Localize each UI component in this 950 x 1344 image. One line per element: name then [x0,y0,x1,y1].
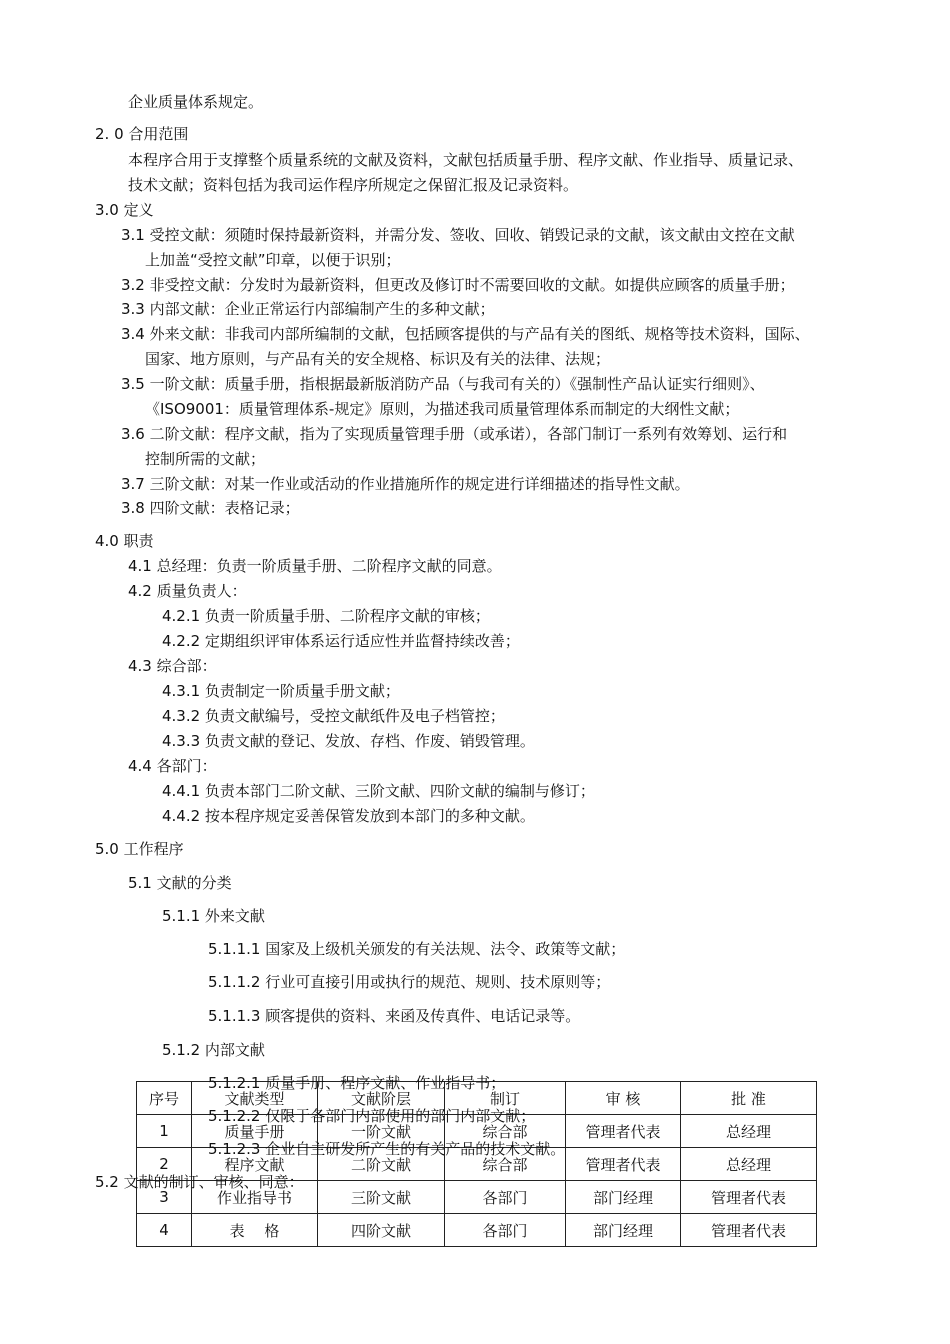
table-cell: 程序文献 [192,1148,318,1181]
section-heading: 5.0 工作程序 [95,840,184,858]
section-heading: 4.0 职责 [95,532,154,550]
definition-item: 《ISO9001：质量管理体系-规定》原则，为描述我司质量管理体系而制定的大纲性文献； [145,400,740,418]
header-cell: 制订 [445,1082,566,1115]
definition-item: 控制所需的文献； [145,450,266,468]
responsibility-subitem: 4.2.1 负责一阶质量手册、二阶程序文献的审核； [162,607,490,625]
table-cell: 各部门 [445,1214,566,1247]
list-item: 5.1.2.2 仅限于各部门内部使用的部门内部文献； [208,1107,536,1125]
list-item: 5.1.1.3 顾客提供的资料、来函及传真件、电话记录等。 [208,1007,581,1025]
definition-item: 3.6 二阶文献：程序文献，指为了实现质量管理手册（或承诺），各部门制订一系列有效筹划、运行和 [121,425,788,443]
table-cell: 一阶文献 [318,1115,445,1148]
section-heading: 3.0 定义 [95,201,154,219]
definition-item: 3.3 内部文献：企业正常运行内部编制产生的多种文献； [121,300,495,318]
table-cell: 质量手册 [192,1115,318,1148]
responsibility-subitem: 4.3.3 负责文献的登记、发放、存档、作废、销毁管理。 [162,732,535,750]
definition-item: 3.1 受控文献：须随时保持最新资料，并需分发、签收、回收、销毁记录的文献，该文献由文控在文献 [121,226,795,244]
table-cell: 部门经理 [566,1181,681,1214]
subsection-heading: 5.1.2 内部文献 [162,1041,265,1059]
header-cell: 文献阶层 [318,1082,445,1115]
definition-item: 3.5 一阶文献：质量手册，指根据最新版消防产品（与我司有关的）《强制性产品认证实行细则》、 [121,375,765,393]
list-item: 5.1.1.2 行业可直接引用或执行的规范、规则、技术原则等； [208,973,611,991]
responsibility-item: 4.1 总经理：负责一阶质量手册、二阶程序文献的同意。 [128,557,502,575]
table-cell: 管理者代表 [566,1115,681,1148]
paragraph-line: 企业质量体系规定。 [128,93,264,111]
definition-item: 国家、地方原则，与产品有关的安全规格、标识及有关的法律、法规； [145,350,611,368]
list-item: 5.1.1.1 国家及上级机关颁发的有关法规、法令、政策等文献； [208,940,626,958]
responsibility-item: 4.3 综合部： [128,657,217,675]
responsibility-item: 4.2 质量负责人： [128,582,247,600]
definition-item: 3.4 外来文献：非我司内部所编制的文献，包括顾客提供的与产品有关的图纸、规格等技术资料，国际、 [121,325,810,343]
header-cell: 序号 [137,1082,192,1115]
definition-item: 3.7 三阶文献：对某一作业或活动的作业措施所作的规定进行详细描述的指导性文献。 [121,475,690,493]
table-row [137,1214,817,1247]
table-cell: 表 格 [192,1214,318,1247]
table-cell: 总经理 [681,1115,817,1148]
table-cell: 管理者代表 [681,1181,817,1214]
list-item: 5.1.2.1 质量手册、程序文献、作业指导书； [208,1074,506,1092]
subsection-heading: 5.2 文献的制订、审核、同意： [95,1173,304,1191]
table-cell: 二阶文献 [318,1148,445,1181]
definition-item: 3.8 四阶文献：表格记录； [121,499,300,517]
table-cell: 3 [137,1181,192,1214]
table-cell: 综合部 [445,1115,566,1148]
table-cell: 作业指导书 [192,1181,318,1214]
table-cell: 1 [137,1115,192,1148]
paragraph-line: 本程序合用于支撑整个质量系统的文献及资料，文献包括质量手册、程序文献、作业指导、质量记录、 [128,151,804,169]
table-cell: 部门经理 [566,1214,681,1247]
header-cell: 审 核 [566,1082,681,1115]
header-cell: 文献类型 [192,1082,318,1115]
responsibility-subitem: 4.4.1 负责本部门二阶文献、三阶文献、四阶文献的编制与修订； [162,782,595,800]
responsibility-subitem: 4.2.2 定期组织评审体系运行适应性并监督持续改善； [162,632,520,650]
responsibility-subitem: 4.4.2 按本程序规定妥善保管发放到本部门的多种文献。 [162,807,535,825]
table-cell: 综合部 [445,1148,566,1181]
header-cell: 批 准 [681,1082,817,1115]
table-cell: 管理者代表 [566,1148,681,1181]
responsibility-subitem: 4.3.2 负责文献编号，受控文献纸件及电子档管控； [162,707,505,725]
subsection-heading: 5.1.1 外来文献 [162,907,265,925]
subsection-heading: 5.1 文献的分类 [128,874,232,892]
definition-item: 上加盖“受控文献”印章，以便于识别； [145,251,401,269]
table-cell: 四阶文献 [318,1214,445,1247]
paragraph-line: 技术文献；资料包括为我司运作程序所规定之保留汇报及记录资料。 [128,176,579,194]
table-cell: 三阶文献 [318,1181,445,1214]
table-cell: 各部门 [445,1181,566,1214]
definition-item: 3.2 非受控文献：分发时为最新资料，但更改及修订时不需要回收的文献。如提供应顾客的质量手册； [121,276,795,294]
list-item: 5.1.2.3 企业自主研发所产生的有关产品的技术文献。 [208,1140,566,1158]
table-cell: 总经理 [681,1148,817,1181]
table-cell: 2 [137,1148,192,1181]
responsibility-item: 4.4 各部门： [128,757,217,775]
section-heading: 2. 0 合用范围 [95,125,189,143]
responsibility-subitem: 4.3.1 负责制定一阶质量手册文献； [162,682,400,700]
table-cell: 4 [137,1214,192,1247]
table-cell: 管理者代表 [681,1214,817,1247]
